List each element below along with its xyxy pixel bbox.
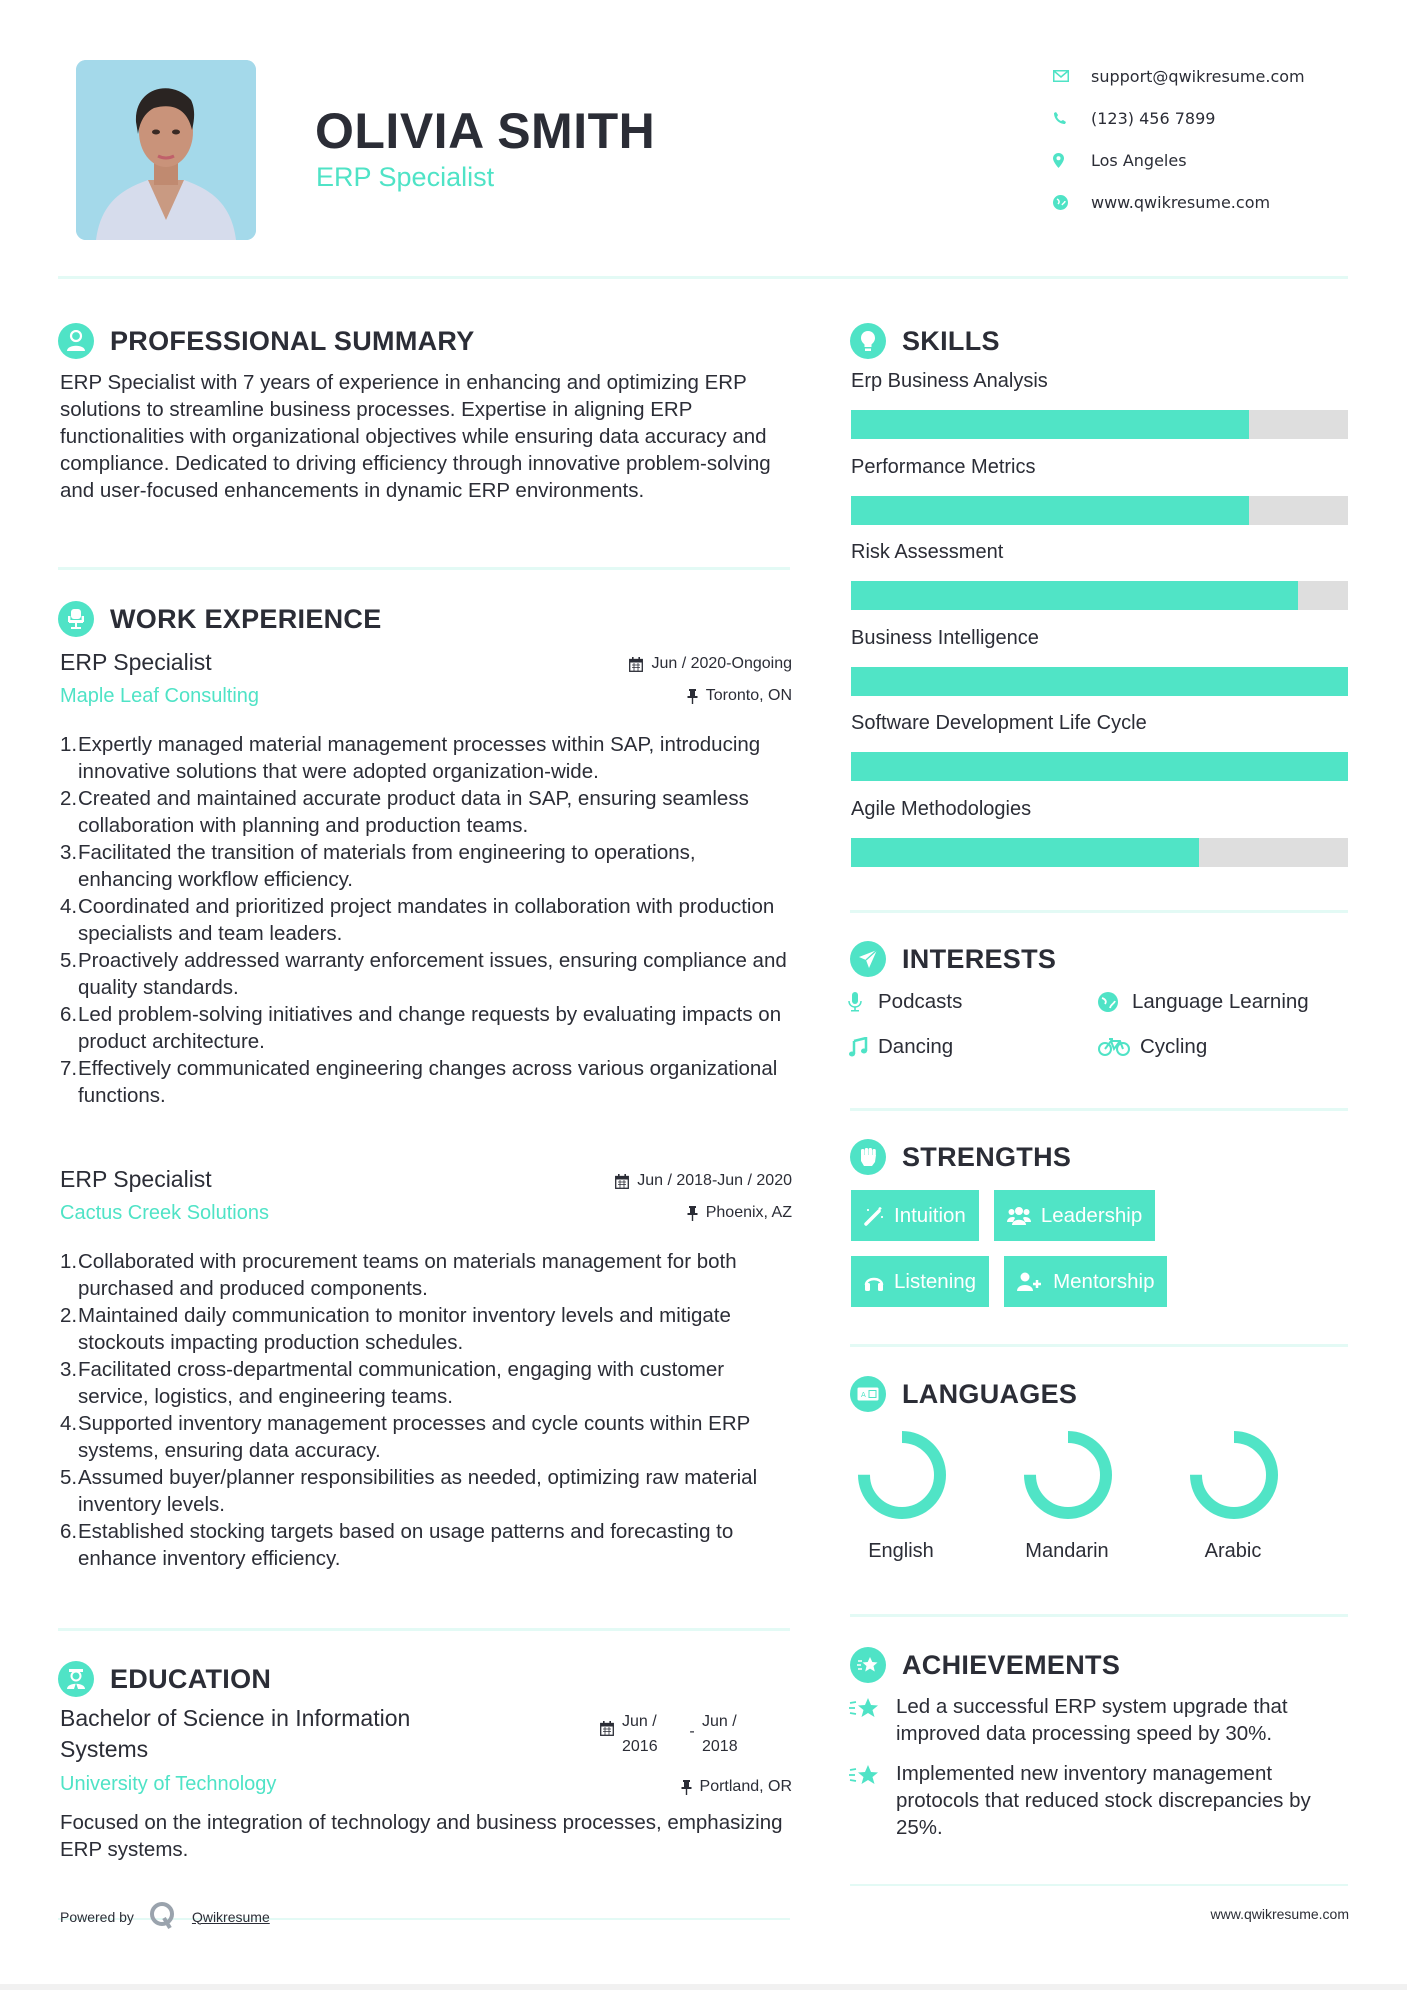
pushpin-icon: [687, 689, 698, 704]
skill-label: Software Development Life Cycle: [851, 712, 1147, 734]
strength-chip: [851, 1256, 989, 1307]
experience-divider: [58, 1628, 790, 1631]
skill-item: [851, 712, 1348, 798]
job-location-text: Phoenix, AZ: [705, 1204, 792, 1221]
fist-icon: [850, 1139, 886, 1175]
skill-item: [851, 541, 1348, 627]
pushpin-icon: [687, 1206, 698, 1221]
skill-bar-fill: [851, 838, 1199, 867]
profile-photo: [76, 60, 256, 240]
education-end: Jun / 2018: [702, 1713, 738, 1755]
section-title: PROFESSIONAL SUMMARY: [110, 325, 475, 356]
job-dates-text: Jun / 2020-Ongoing: [651, 655, 792, 672]
strength-chip: [1004, 1256, 1167, 1307]
interests-heading: [850, 941, 1056, 977]
bullet-item: 5. Proactively addressed warranty enforcement issues, ensuring compliance and quality standards.: [60, 949, 787, 999]
user-icon: [58, 323, 94, 359]
summary-heading: [58, 323, 475, 359]
skill-label: Erp Business Analysis: [851, 370, 1048, 392]
language-label: Arabic: [1204, 1540, 1262, 1562]
calendar-icon: [629, 657, 643, 672]
skill-bar: [851, 752, 1348, 781]
job-location: [687, 1204, 792, 1222]
lightbulb-icon: [850, 323, 886, 359]
envelope-icon: [1053, 70, 1091, 82]
skill-bar: [851, 496, 1348, 525]
strengths-list: [851, 1190, 1351, 1322]
languages-heading: [850, 1376, 1077, 1412]
skill-label: Performance Metrics: [851, 455, 1036, 478]
phone-icon: [1053, 111, 1091, 125]
job-entry: [60, 649, 792, 1109]
strengths-divider: [850, 1344, 1348, 1347]
language-label: English: [868, 1540, 934, 1562]
qwikresume-link[interactable]: Qwikresume: [191, 1908, 270, 1925]
candidate-title: ERP Specialist: [316, 162, 495, 192]
interests-divider: [850, 1108, 1348, 1111]
job-dates: [615, 1172, 792, 1190]
contact-location: [1053, 139, 1383, 181]
skill-bar-fill: [851, 581, 1298, 610]
interest-item: [1098, 1031, 1348, 1062]
achievement-item: [848, 1693, 1348, 1747]
section-title: STRENGTHS: [902, 1141, 1072, 1172]
strength-label: Intuition: [894, 1203, 966, 1227]
contact-phone[interactable]: [1053, 97, 1383, 139]
language-label: Mandarin: [1025, 1540, 1109, 1562]
achievement-item: [848, 1760, 1348, 1841]
achievement-text: Led a successful ERP system upgrade that improved data processing speed by 30%.: [896, 1695, 1288, 1745]
bullet-item: 6. Established stocking targets based on usage patterns and forecasting to enhance inventory efficiency.: [60, 1520, 734, 1570]
job-dates-text: Jun / 2018-Jun / 2020: [637, 1172, 792, 1189]
language-proficiency-ring: [1023, 1430, 1113, 1520]
skill-bar-fill: [851, 667, 1348, 696]
summary-divider: [58, 567, 790, 570]
powered-by: [60, 1900, 270, 1933]
language-item: [1017, 1430, 1183, 1563]
skill-label: Agile Methodologies: [851, 797, 1032, 820]
shooting-star-icon: [848, 1760, 896, 1841]
paper-plane-icon: [850, 941, 886, 977]
skill-bar-fill: [851, 752, 1348, 781]
contact-phone-value: (123) 456 7899: [1091, 108, 1216, 128]
section-title: LANGUAGES: [902, 1378, 1078, 1409]
strength-label: Mentorship: [1053, 1269, 1155, 1293]
bicycle-icon: [1098, 1038, 1140, 1056]
footer-divider-right: [850, 1884, 1348, 1886]
strength-label: Listening: [894, 1269, 977, 1293]
bullet-item: 1. Expertly managed material management processes within SAP, introducing innovative solutions that were adopted organization-wide.: [60, 733, 761, 783]
education-description: Focused on the integration of technology and business processes, emphasizing ERP systems.: [60, 1811, 783, 1861]
interest-item: [1098, 986, 1348, 1017]
map-pin-icon: [1053, 153, 1091, 168]
globe-icon: [1098, 992, 1132, 1012]
contact-location-value: Los Angeles: [1091, 150, 1187, 170]
skill-label: Business Intelligence: [851, 626, 1039, 649]
bullet-item: 4. Coordinated and prioritized project mandates in collaboration with production specialists and team leaders.: [60, 895, 775, 945]
contact-email[interactable]: [1053, 55, 1383, 97]
powered-by-label: Powered by: [60, 1908, 134, 1925]
bullet-item: 5. Assumed buyer/planner responsibilities as needed, optimizing raw material inventory levels.: [60, 1466, 758, 1516]
interest-label: Podcasts: [878, 989, 963, 1013]
magic-wand-icon: [864, 1206, 884, 1226]
section-title: WORK EXPERIENCE: [110, 603, 382, 634]
graduate-icon: [58, 1661, 94, 1697]
languages-divider: [850, 1614, 1348, 1617]
skill-bar-fill: [851, 410, 1249, 439]
strength-chip: [994, 1190, 1155, 1241]
job-role: ERP Specialist: [60, 649, 212, 675]
skills-list: [851, 370, 1348, 883]
star-badge-icon: [850, 1647, 886, 1683]
interest-item: [848, 1031, 1098, 1062]
skill-item: [851, 370, 1348, 456]
job-location: [687, 687, 792, 705]
contact-website-value: www.qwikresume.com: [1091, 192, 1271, 212]
date-separator: -: [689, 1723, 695, 1740]
education-location: [681, 1778, 792, 1796]
candidate-name: OLIVIA SMITH: [315, 103, 656, 159]
job-company: Cactus Creek Solutions: [60, 1202, 269, 1224]
shooting-star-icon: [848, 1693, 896, 1747]
section-title: EDUCATION: [110, 1663, 272, 1694]
education-location-text: Portland, OR: [699, 1778, 792, 1795]
footer-website-link[interactable]: www.qwikresume.com: [1210, 1906, 1349, 1922]
bullet-item: 1. Collaborated with procurement teams on materials management for both purchased and produced components.: [60, 1250, 737, 1300]
headphones-icon: [864, 1272, 884, 1292]
contact-email-value: support@qwikresume.com: [1091, 66, 1305, 86]
pushpin-icon: [681, 1780, 692, 1795]
achievements-list: [848, 1693, 1348, 1854]
school-name: University of Technology: [60, 1773, 277, 1795]
language-proficiency-ring: [1189, 1430, 1279, 1520]
office-chair-icon: [58, 601, 94, 637]
skill-item: [851, 456, 1348, 542]
interests-list: [848, 986, 1348, 1062]
section-title: INTERESTS: [902, 943, 1057, 974]
bullet-item: 3. Facilitated cross-departmental communication, engaging with customer service, logistics, and engineering teams.: [60, 1358, 725, 1408]
contact-list: [1053, 55, 1383, 223]
user-plus-icon: [1017, 1272, 1043, 1292]
summary-text: ERP Specialist with 7 years of experience in enhancing and optimizing ERP solutions to streamline business processes. Expertise in aligning ERP functionalities with organizational objectives while ensuring data accuracy and compliance. Dedicated to driving efficiency through innovative problem-solving and user-focused enhancements in dynamic ERP environments.: [60, 371, 771, 502]
skill-bar: [851, 838, 1348, 867]
section-title: SKILLS: [902, 325, 1000, 356]
languages-list: [851, 1430, 1349, 1563]
achievement-text: Implemented new inventory management protocols that reduced stock discrepancies by 25%.: [896, 1762, 1311, 1839]
strengths-heading: [850, 1139, 1071, 1175]
skill-label: Risk Assessment: [851, 541, 1004, 563]
job-company: Maple Leaf Consulting: [60, 685, 260, 707]
qwikresume-logo-icon: [148, 1900, 178, 1933]
job-dates: [629, 655, 792, 673]
skills-divider: [850, 910, 1348, 913]
contact-website[interactable]: [1053, 181, 1383, 223]
users-icon: [1007, 1206, 1031, 1226]
music-note-icon: [848, 1037, 878, 1057]
education-start: Jun / 2016: [622, 1713, 658, 1755]
interest-item: [848, 986, 1098, 1017]
bullet-item: 7. Effectively communicated engineering changes across various organizational functions.: [60, 1057, 778, 1107]
interest-label: Cycling: [1140, 1034, 1208, 1058]
skill-bar: [851, 667, 1348, 696]
skill-bar-fill: [851, 496, 1249, 525]
microphone-icon: [848, 992, 878, 1012]
job-role: ERP Specialist: [60, 1166, 212, 1192]
job-location-text: Toronto, ON: [705, 687, 792, 704]
svg-text:A: A: [861, 1391, 866, 1399]
bullet-item: 2. Maintained daily communication to monitor inventory levels and mitigate stockouts impacting production schedules.: [60, 1304, 731, 1354]
language-item: [1183, 1430, 1349, 1563]
skill-item: [851, 798, 1348, 884]
bullet-item: 6. Led problem-solving initiatives and change requests by evaluating impacts on product architecture.: [60, 1003, 782, 1053]
job-entry: [60, 1166, 792, 1572]
language-translate-icon: [850, 1376, 886, 1412]
strength-label: Leadership: [1040, 1203, 1143, 1227]
job-bullets: [60, 1248, 792, 1572]
skill-item: [851, 627, 1348, 713]
experience-heading: [58, 601, 382, 637]
degree-name: Bachelor of Science in Information Systems: [60, 1705, 411, 1762]
bullet-item: 2. Created and maintained accurate product data in SAP, ensuring seamless collaboration with planning and production teams.: [60, 787, 749, 837]
header-divider: [58, 276, 1348, 279]
skills-heading: [850, 323, 1000, 359]
interest-label: Language Learning: [1132, 989, 1309, 1013]
achievements-heading: [850, 1647, 1120, 1683]
skill-bar: [851, 581, 1348, 610]
language-proficiency-ring: [857, 1430, 947, 1520]
calendar-icon: [600, 1721, 614, 1736]
education-dates: [600, 1709, 762, 1759]
section-title: ACHIEVEMENTS: [902, 1649, 1121, 1680]
language-item: [851, 1430, 1017, 1563]
globe-icon: [1053, 195, 1091, 210]
page-bottom-edge: [0, 1984, 1407, 1990]
bullet-item: 3. Facilitated the transition of materials from engineering to operations, enhancing workflow efficiency.: [60, 841, 696, 891]
interest-label: Dancing: [878, 1034, 954, 1058]
job-bullets: [60, 731, 792, 1109]
calendar-icon: [615, 1174, 629, 1189]
skill-bar: [851, 410, 1348, 439]
education-heading: [58, 1661, 271, 1697]
strength-chip: [851, 1190, 979, 1241]
bullet-item: 4. Supported inventory management processes and cycle counts within ERP systems, ensuring data accuracy.: [60, 1412, 750, 1462]
